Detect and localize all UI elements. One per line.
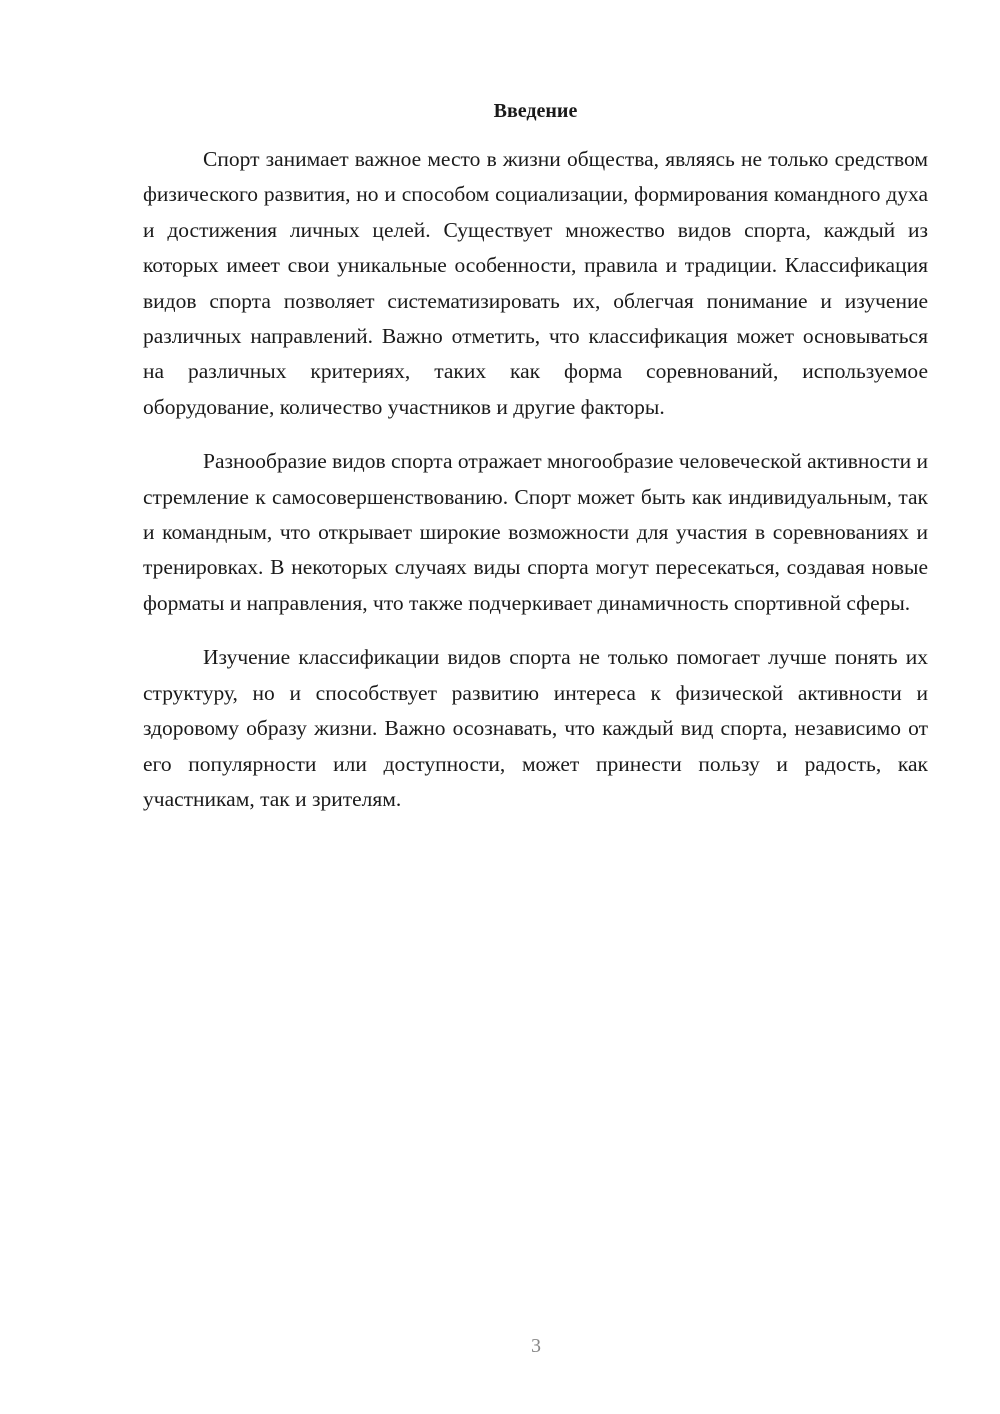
paragraph-1: Спорт занимает важное место в жизни общества, являясь не только средством физического развития, но и способом социализации, формирования командного духа и достижения личных целей. Существует множество видов спорта, каждый из которых имеет свои уникальные особенности, правила и традиции. Классификация видов спорта позволяет систематизировать их, облегчая понимание и изучение различных направлений. Важно отметить, что классификация может основываться на различных критериях, таких как форма соревнований, используемое оборудование, количество участников и другие факторы. (143, 147, 928, 419)
paragraph-3: Изучение классификации видов спорта не только помогает лучше понять их структуру, но и способствует развитию интереса к физической активности и здоровому образу жизни. Важно осознавать, что каждый вид спорта, независимо от его популярности или доступности, может принести пользу и радость, как участникам, так и зрителям. (143, 645, 928, 811)
page-number: 3 (531, 1335, 541, 1357)
body-text (143, 142, 928, 836)
paragraph-2: Разнообразие видов спорта отражает многообразие человеческой активности и стремление к самосовершенствованию. Спорт может быть как индивидуальным, так и командным, что открывает широкие возможности для участия в соревнованиях и тренировках. В некоторых случаях виды спорта могут пересекаться, создавая новые форматы и направления, что также подчеркивает динамичность спортивной сферы. (143, 449, 928, 615)
section-heading: Введение (493, 100, 578, 122)
